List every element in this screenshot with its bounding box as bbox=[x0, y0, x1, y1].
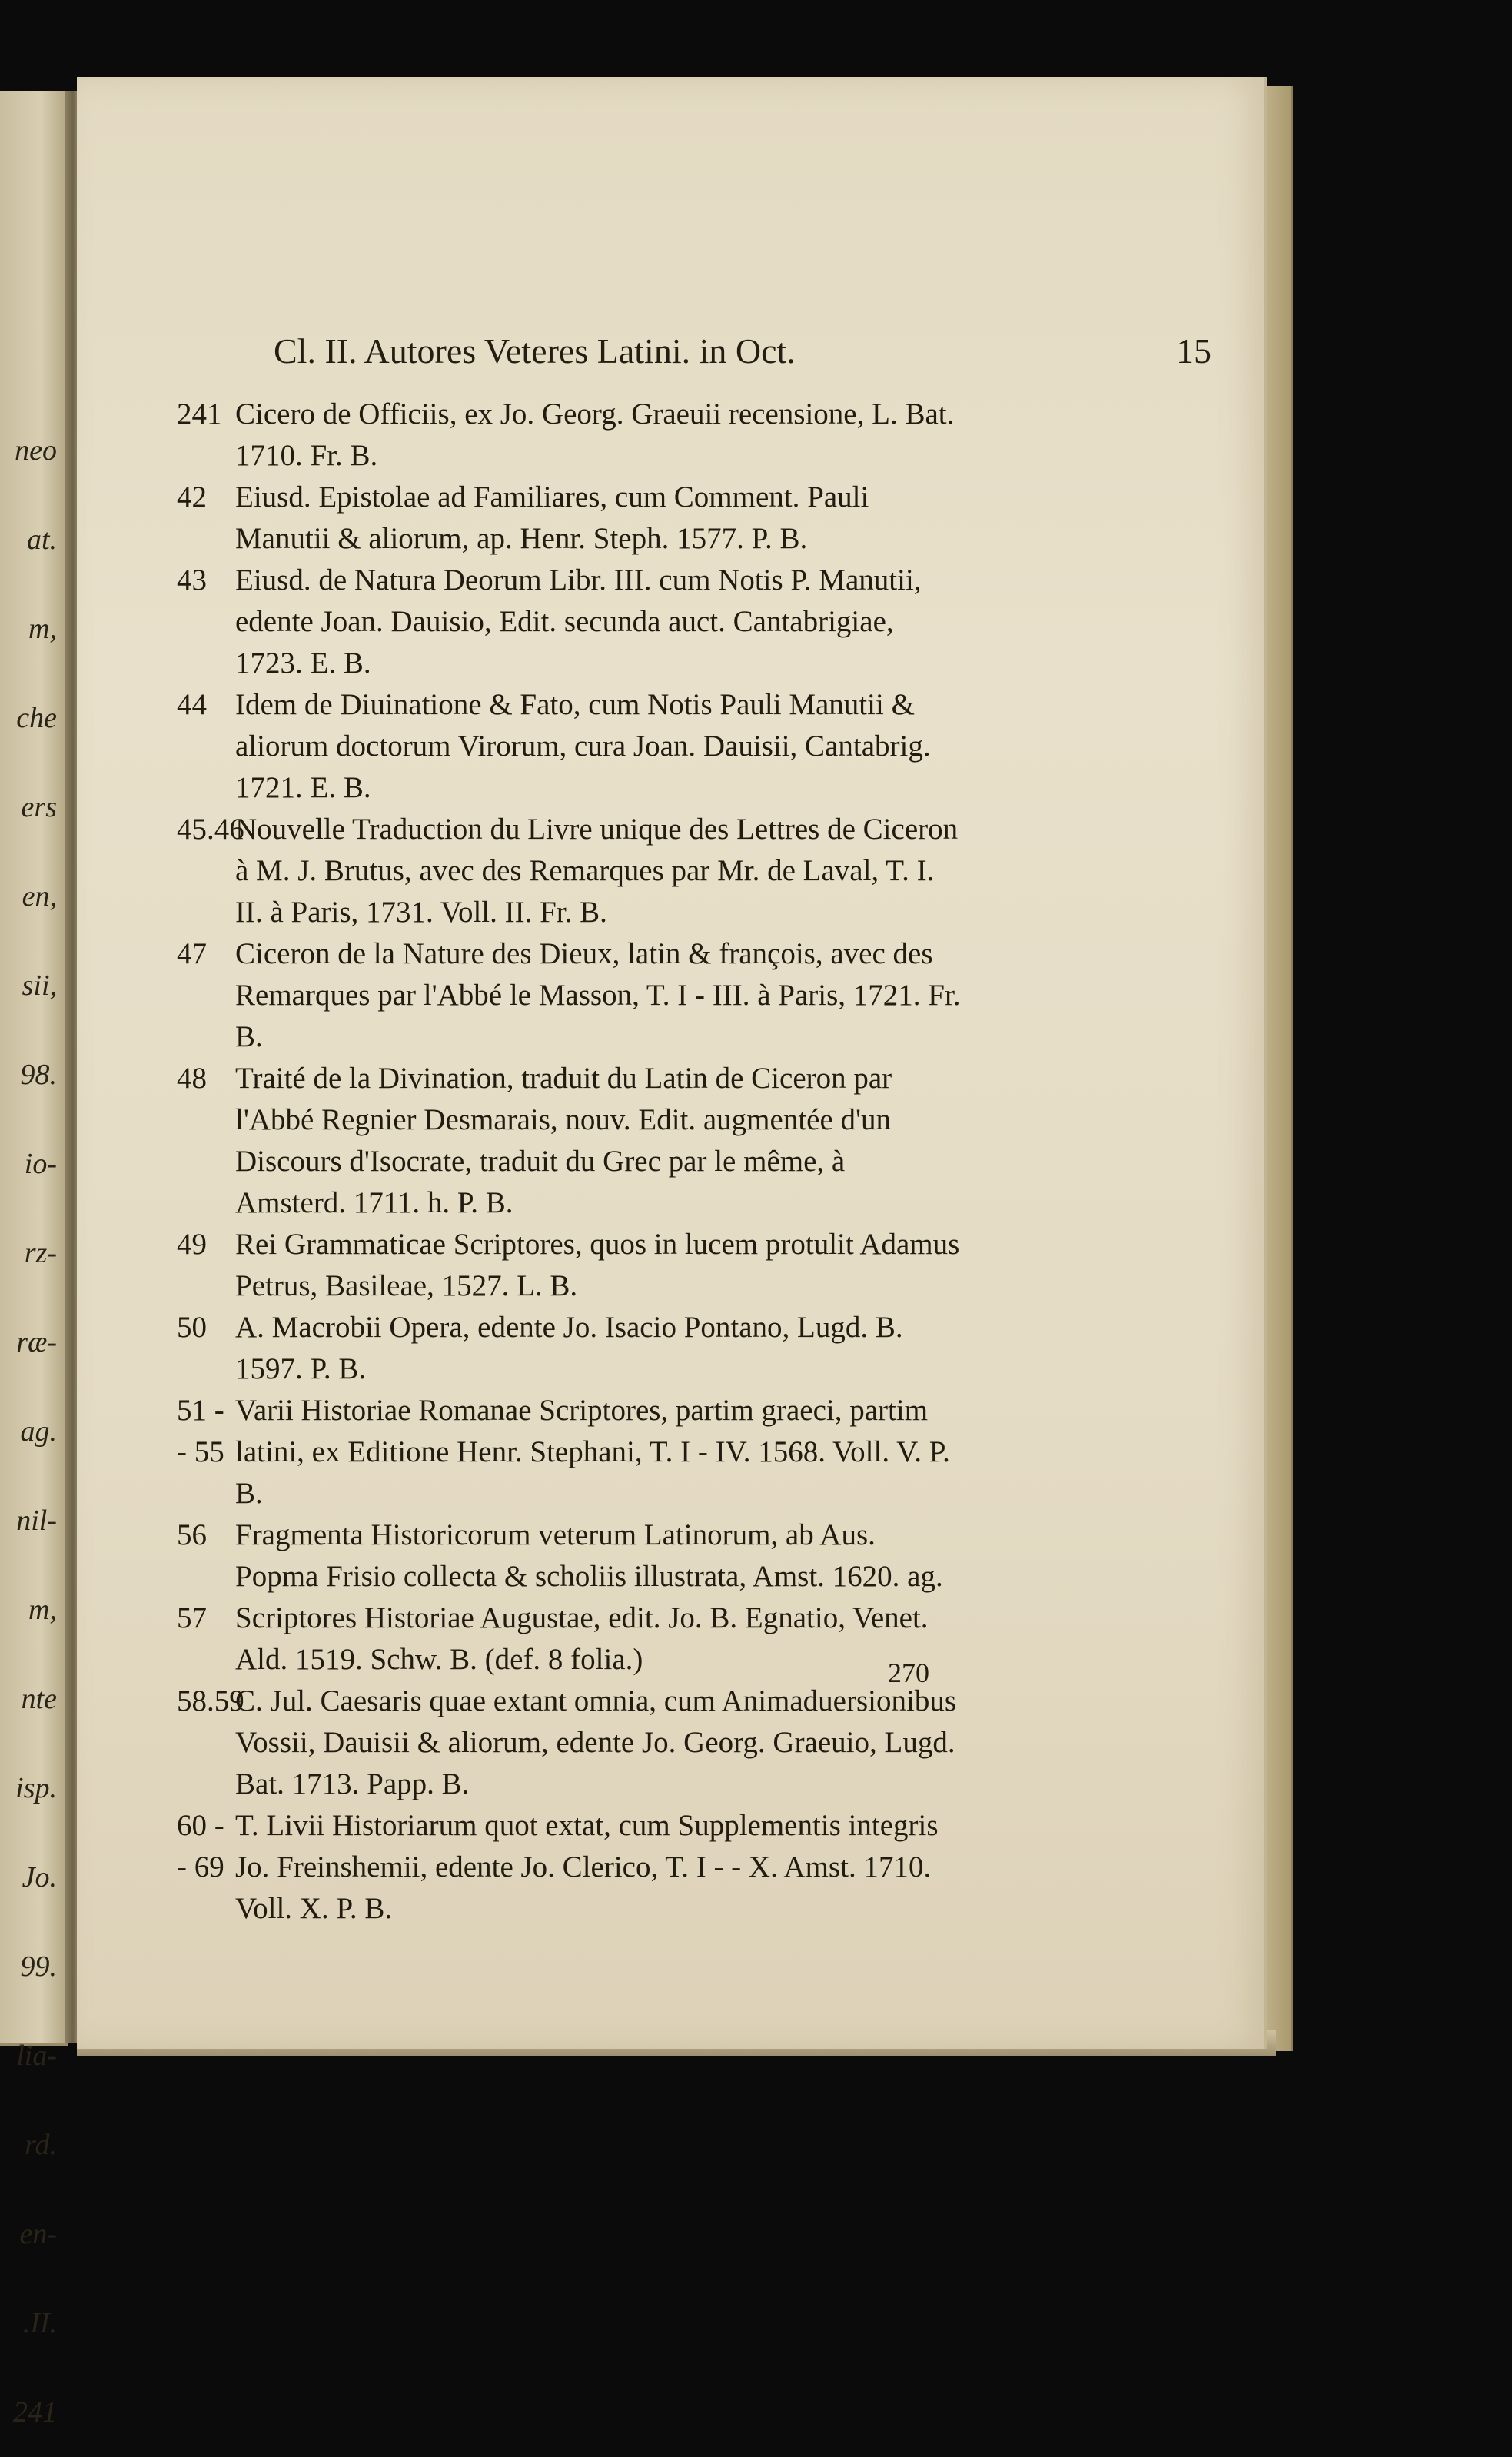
margin-fragment: ræ- bbox=[16, 1326, 57, 1358]
margin-fragment: 99. bbox=[20, 1950, 57, 1983]
catchword: 270 bbox=[888, 1657, 929, 1688]
margin-fragment: Jo. bbox=[22, 1861, 57, 1893]
entry-text: Scriptores Historiae Augustae, edit. Jo. B. Egnatio, Venet. Ald. 1519. Schw. B. (def. 8 folia.) bbox=[235, 1601, 929, 1676]
margin-fragment: ers bbox=[21, 791, 57, 823]
entry-text: Eiusd. de Natura Deorum Libr. III. cum Notis P. Manutii, edente Joan. Dauisio, Edit. secunda auct. Cantabrigiae, 1723. E. B. bbox=[235, 564, 922, 680]
entry-text: Eiusd. Epistolae ad Familiares, cum Comment. Pauli Manutii & aliorum, ap. Henr. Steph. 1577. P. B. bbox=[235, 480, 869, 555]
margin-fragment: nte bbox=[21, 1683, 57, 1715]
left-page-edge bbox=[0, 91, 68, 2429]
page-number: 15 bbox=[1176, 331, 1211, 371]
margin-fragment: at. bbox=[26, 524, 57, 556]
margin-fragment: m, bbox=[28, 613, 57, 645]
margin-fragment: en- bbox=[19, 2218, 57, 2250]
margin-fragment: en, bbox=[22, 880, 57, 913]
margin-fragment: che bbox=[16, 702, 57, 734]
entry-number: 56 bbox=[177, 1518, 207, 1551]
catalog-entry bbox=[177, 1224, 961, 1307]
entry-text: Idem de Diuinatione & Fato, cum Notis Pauli Manutii & aliorum doctorum Virorum, cura Joan. Dauisii, Cantabrig. 1721. E. B. bbox=[235, 688, 931, 804]
catalog-entry bbox=[177, 1058, 961, 1224]
entry-number: 60 - - 69 bbox=[177, 1809, 224, 1883]
margin-fragment: io- bbox=[24, 1148, 57, 1180]
catalog-entry bbox=[177, 1681, 961, 1805]
catalog-entry bbox=[177, 1805, 961, 1930]
entry-number: 44 bbox=[177, 688, 207, 721]
catalog-entry bbox=[177, 1514, 961, 1598]
entry-number: 51 - - 55 bbox=[177, 1394, 224, 1468]
entry-number: 241 bbox=[177, 397, 222, 431]
entry-text: Traité de la Divination, traduit du Latin de Ciceron par l'Abbé Regnier Desmarais, nouv. Edit. augmentée d'un Discours d'Isocrate, traduit du Grec par le même, à Amsterd. 1711. h. P. B. bbox=[235, 1062, 892, 1219]
entry-number: 43 bbox=[177, 564, 207, 597]
margin-fragment: ag. bbox=[20, 1415, 57, 1448]
catalog-entry bbox=[177, 933, 961, 1058]
margin-fragment: 98. bbox=[20, 1059, 57, 1091]
margin-fragment: rz- bbox=[24, 1237, 57, 1269]
catalog-entry bbox=[177, 1307, 961, 1390]
catalog-entry bbox=[177, 809, 961, 933]
entry-number: 57 bbox=[177, 1601, 207, 1634]
margin-fragment: sii, bbox=[22, 969, 57, 1002]
entry-text: Nouvelle Traduction du Livre unique des Lettres de Ciceron à M. J. Brutus, avec des Remarques par Mr. de Laval, T. I. II. à Paris, 1731. Voll. II. Fr. B. bbox=[235, 813, 959, 929]
catalog-entry bbox=[177, 394, 961, 477]
entry-text: Rei Grammaticae Scriptores, quos in lucem protulit Adamus Petrus, Basileae, 1527. L. B. bbox=[235, 1228, 960, 1302]
margin-fragment: rd. bbox=[25, 2129, 57, 2161]
entry-number: 42 bbox=[177, 480, 207, 514]
catalog-entry bbox=[177, 560, 961, 684]
entry-number: 45.46 bbox=[177, 813, 244, 846]
margin-fragment: isp. bbox=[15, 1772, 57, 1804]
catalog-entry bbox=[177, 1598, 961, 1681]
entry-number: 47 bbox=[177, 937, 207, 970]
margin-fragment: lia- bbox=[16, 2040, 57, 2072]
margin-fragment: 241 bbox=[13, 2396, 57, 2429]
catalog-entry bbox=[177, 684, 961, 809]
entry-text: Ciceron de la Nature des Dieux, latin & françois, avec des Remarques par l'Abbé le Masson, T. I - III. à Paris, 1721. Fr. B. bbox=[235, 937, 961, 1053]
entry-number: 48 bbox=[177, 1062, 207, 1095]
header-title: Cl. II. Autores Veteres Latini. in Oct. bbox=[274, 331, 796, 371]
margin-fragment: .II. bbox=[22, 2307, 57, 2339]
entry-text: Fragmenta Historicorum veterum Latinorum, ab Aus. Popma Frisio collecta & scholiis illustrata, Amst. 1620. ag. bbox=[235, 1518, 943, 1593]
catalog-entry bbox=[177, 477, 961, 560]
entry-text: A. Macrobii Opera, edente Jo. Isacio Pontano, Lugd. B. 1597. P. B. bbox=[235, 1311, 903, 1385]
entry-text: C. Jul. Caesaris quae extant omnia, cum Animaduersionibus Vossii, Dauisii & aliorum, edente Jo. Georg. Graeuio, Lugd. Bat. 1713. Papp. B. bbox=[235, 1684, 956, 1800]
entry-text: Varii Historiae Romanae Scriptores, partim graeci, partim latini, ex Editione Henr. Stephani, T. I - IV. 1568. Voll. V. P. B. bbox=[235, 1394, 950, 1510]
entry-number: 49 bbox=[177, 1228, 207, 1261]
entry-text: Cicero de Officiis, ex Jo. Georg. Graeuii recensione, L. Bat. 1710. Fr. B. bbox=[235, 397, 955, 472]
margin-fragment: nil- bbox=[16, 1504, 57, 1537]
right-page bbox=[77, 77, 1267, 2049]
margin-fragment: neo bbox=[15, 434, 57, 467]
catalog-entry bbox=[177, 1390, 961, 1514]
margin-fragment: m, bbox=[28, 1594, 57, 1626]
left-page-margin-text bbox=[0, 406, 61, 2457]
entry-number: 58.59 bbox=[177, 1684, 244, 1717]
entry-number: 50 bbox=[177, 1311, 207, 1344]
entry-text: T. Livii Historiarum quot extat, cum Supplementis integris Jo. Freinshemii, edente Jo. Clerico, T. I - - X. Amst. 1710. Voll. X. P. B. bbox=[235, 1809, 939, 1925]
catalog-entries bbox=[177, 394, 961, 1930]
